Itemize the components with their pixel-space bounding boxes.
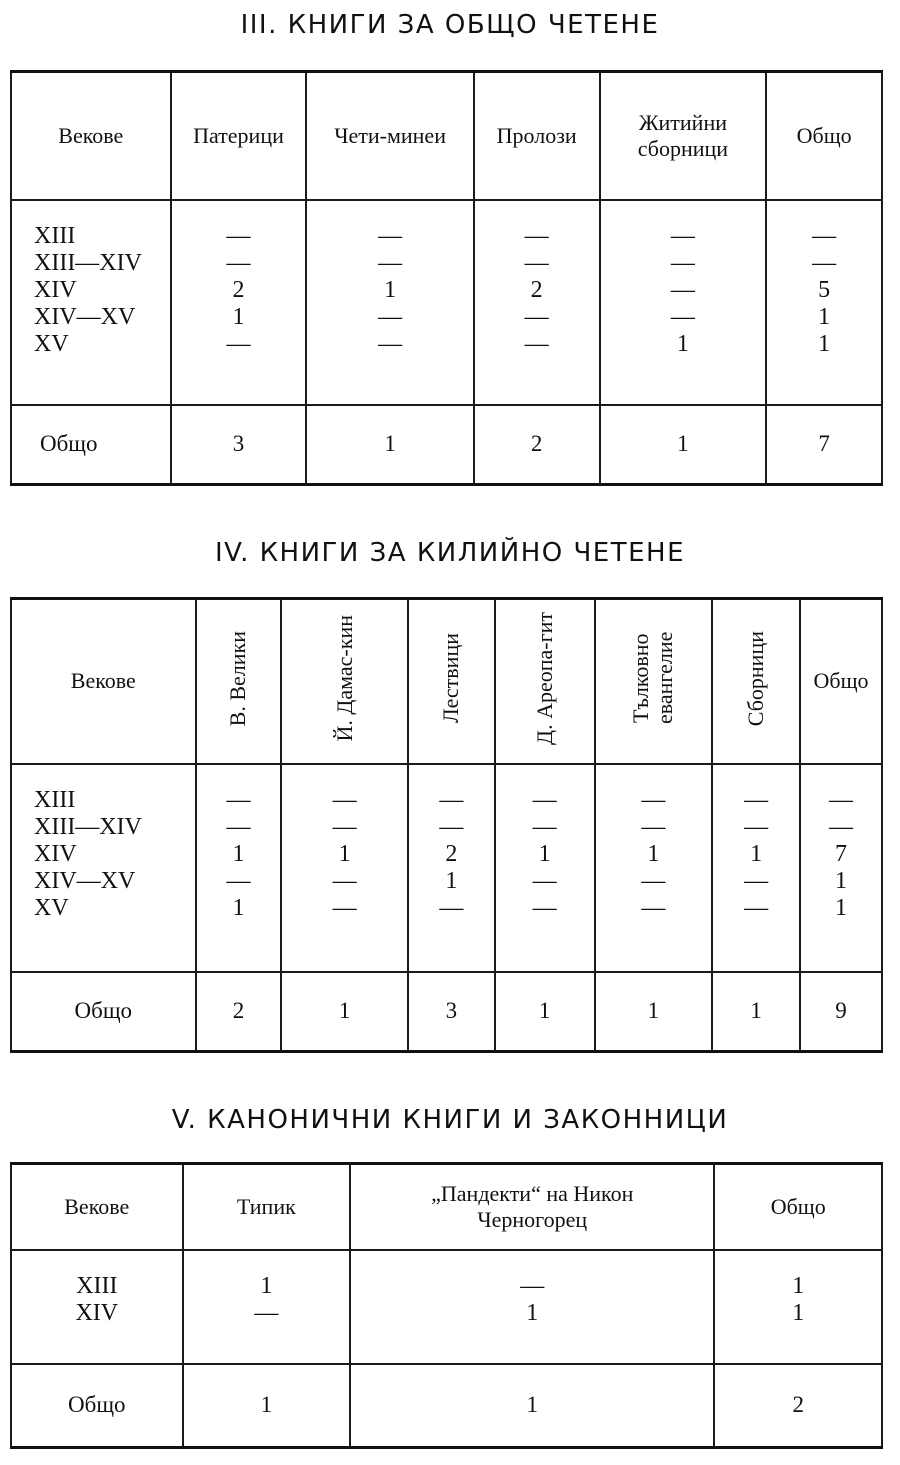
total-d-areopagit: 1	[495, 972, 595, 1052]
col-tipik-values: 1 —	[183, 1250, 351, 1364]
total-sbornici: 1	[712, 972, 800, 1052]
header-y-damaskin: Й. Дамас-кин	[281, 599, 408, 764]
header-total: Общо	[766, 72, 882, 200]
total-prolozi: 2	[474, 405, 600, 485]
centuries-list: XIII XIII—XIV XIV XIV—XV XV	[11, 764, 196, 972]
header-total: Общо	[800, 599, 882, 764]
total-paterika: 3	[171, 405, 307, 485]
total-label: Общо	[11, 1364, 183, 1448]
total-overall: 2	[714, 1364, 882, 1448]
table-cell-reading	[10, 597, 883, 1053]
section-5-title: V. КАНОНИЧНИ КНИГИ И ЗАКОННИЦИ	[171, 1105, 729, 1135]
total-y-damaskin: 1	[281, 972, 408, 1052]
col-zhitiyni-values: — — — — 1	[600, 200, 767, 405]
col-cheti-minei-values: — — 1 — —	[306, 200, 473, 405]
col-paterika-values: — — 2 1 —	[171, 200, 307, 405]
col-total-values: — — 5 1 1	[766, 200, 882, 405]
section-3-title: III. КНИГИ ЗА ОБЩО ЧЕТЕНЕ	[240, 10, 660, 40]
total-overall: 9	[800, 972, 882, 1052]
header-prolozi: Пролози	[474, 72, 600, 200]
total-talkovno-evangelie: 1	[595, 972, 713, 1052]
col-total-values: 1 1	[714, 1250, 882, 1364]
total-pandekti: 1	[350, 1364, 714, 1448]
total-overall: 7	[766, 405, 882, 485]
table-general-reading	[10, 70, 883, 486]
centuries-list: XIII XIII—XIV XIV XIV—XV XV	[11, 200, 171, 405]
col-y-damaskin-values: — — 1 — —	[281, 764, 408, 972]
header-tipik: Типик	[183, 1164, 351, 1250]
header-talkovno-evangelie: Тълковно евангелие	[595, 599, 713, 764]
total-zhitiyni: 1	[600, 405, 767, 485]
header-lestvici: Лествици	[408, 599, 495, 764]
header-total: Общо	[714, 1164, 882, 1250]
total-cheti-minei: 1	[306, 405, 473, 485]
header-centuries: Векове	[11, 1164, 183, 1250]
total-label: Общо	[11, 405, 171, 485]
total-v-veliki: 2	[196, 972, 282, 1052]
col-talkovno-evangelie-values: — — 1 — —	[595, 764, 713, 972]
col-lestvici-values: — — 2 1 —	[408, 764, 495, 972]
header-zhitiyni-sbornici: Житийни сборници	[600, 72, 767, 200]
header-v-veliki: В. Велики	[196, 599, 282, 764]
header-d-areopagit: Д. Ареопа-гит	[495, 599, 595, 764]
total-lestvici: 3	[408, 972, 495, 1052]
table-canonical-books	[10, 1162, 883, 1449]
col-sbornici-values: — — 1 — —	[712, 764, 800, 972]
col-prolozi-values: — — 2 — —	[474, 200, 600, 405]
section-4-title: IV. КНИГИ ЗА КИЛИЙНО ЧЕТЕНЕ	[214, 538, 686, 568]
total-tipik: 1	[183, 1364, 351, 1448]
header-centuries: Векове	[11, 599, 196, 764]
col-v-veliki-values: — — 1 — 1	[196, 764, 282, 972]
header-centuries: Векове	[11, 72, 171, 200]
col-d-areopagit-values: — — 1 — —	[495, 764, 595, 972]
col-total-values: — — 7 1 1	[800, 764, 882, 972]
total-label: Общо	[11, 972, 196, 1052]
header-sbornici: Сборници	[712, 599, 800, 764]
header-cheti-minei: Чети-минеи	[306, 72, 473, 200]
centuries-list: XIII XIV	[11, 1250, 183, 1364]
header-paterika: Патерици	[171, 72, 307, 200]
header-pandekti: „Пандекти“ на Никон Черногорец	[350, 1164, 714, 1250]
col-pandekti-values: — 1	[350, 1250, 714, 1364]
